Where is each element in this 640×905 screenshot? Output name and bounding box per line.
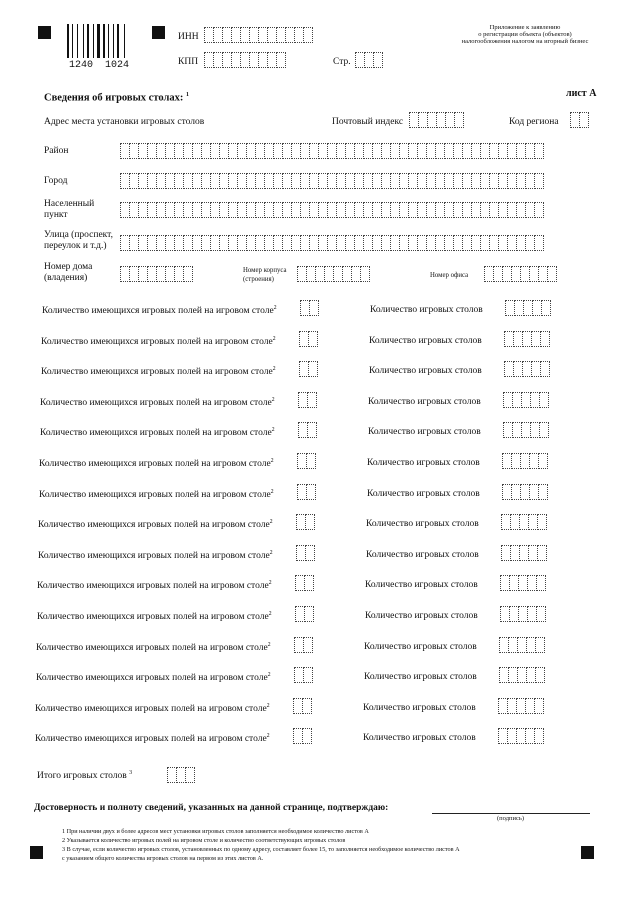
input-cell[interactable] xyxy=(537,545,547,561)
fields-per-table-text: Количество имеющихся игровых полей на игровом столе xyxy=(40,428,272,439)
input-cell[interactable] xyxy=(303,667,313,683)
region-code-field[interactable] xyxy=(570,112,588,128)
fields-per-table-field[interactable] xyxy=(300,300,318,316)
postal-index-field[interactable] xyxy=(409,112,463,128)
input-cell[interactable] xyxy=(534,173,544,189)
fields-per-table-label xyxy=(37,580,272,591)
input-cell[interactable] xyxy=(302,698,312,714)
input-cell[interactable] xyxy=(534,235,544,251)
fields-per-table-field[interactable] xyxy=(294,667,312,683)
locality-field[interactable] xyxy=(120,202,543,218)
fields-per-table-label xyxy=(36,672,271,683)
barcode xyxy=(67,24,129,58)
fields-per-table-footnote: 2 xyxy=(270,458,274,464)
tables-count-label: Количество игровых столов xyxy=(370,305,483,315)
fields-per-table-footnote: 2 xyxy=(272,366,276,373)
input-cell[interactable] xyxy=(539,422,549,438)
locality-label xyxy=(44,199,94,221)
fields-per-table-label xyxy=(35,703,270,714)
barcode-bar xyxy=(113,24,114,58)
input-cell[interactable] xyxy=(360,266,370,282)
tables-count-field[interactable] xyxy=(503,392,548,408)
building-label-line: (строения) xyxy=(243,276,274,283)
tables-count-label: Количество игровых столов xyxy=(367,458,480,468)
fields-per-table-footnote: 2 xyxy=(273,305,277,311)
input-cell[interactable] xyxy=(534,698,544,714)
input-cell[interactable] xyxy=(535,637,545,653)
fields-per-table-field[interactable] xyxy=(298,422,316,438)
fields-per-table-label xyxy=(39,489,274,500)
tables-count-label: Количество игровых столов xyxy=(366,519,479,530)
tables-count-field[interactable] xyxy=(502,453,547,469)
fields-per-table-text: Количество имеющихся игровых полей на игровом столе xyxy=(36,673,268,684)
tables-count-field[interactable] xyxy=(499,667,544,683)
fields-per-table-field[interactable] xyxy=(294,637,312,653)
fields-per-table-field[interactable] xyxy=(297,484,315,500)
confirmation-text: Достоверность и полноту сведений, указанных на данной странице, подтверждаю: xyxy=(34,803,389,813)
corner-marker-top-left xyxy=(38,26,51,39)
input-cell[interactable] xyxy=(534,202,544,218)
tables-count-label: Количество игровых столов xyxy=(364,672,477,683)
fields-per-table-text: Количество имеющихся игровых полей на игровом столе xyxy=(39,489,271,500)
fields-per-table-field[interactable] xyxy=(295,575,313,591)
fields-per-table-field[interactable] xyxy=(299,361,317,377)
footnote: с указанием общего количества игровых столов на первом из этих листов А. xyxy=(62,855,264,862)
tables-count-field[interactable] xyxy=(498,728,543,744)
fields-per-table-text: Количество имеющихся игровых полей на игровом столе xyxy=(35,703,267,714)
house-label xyxy=(44,262,92,284)
fields-per-table-text: Количество имеющихся игровых полей на игровом столе xyxy=(42,306,274,317)
total-tables-field[interactable] xyxy=(167,767,194,783)
tables-count-field[interactable] xyxy=(500,606,545,622)
office-field[interactable] xyxy=(484,266,556,282)
city-label: Город xyxy=(44,176,68,186)
input-cell[interactable] xyxy=(454,112,464,128)
input-cell[interactable] xyxy=(538,484,548,500)
city-field[interactable] xyxy=(120,173,543,189)
fields-per-table-field[interactable] xyxy=(296,545,314,561)
appendix-note xyxy=(440,24,610,45)
section-title-footnote: 1 xyxy=(185,92,189,98)
corner-marker-top-right xyxy=(152,26,165,39)
address-heading: Адрес места установки игровых столов xyxy=(44,117,205,127)
input-cell[interactable] xyxy=(538,453,548,469)
office-label: Номер офиса xyxy=(430,272,469,279)
tables-count-label: Количество игровых столов xyxy=(367,488,480,499)
tables-count-label: Количество игровых столов xyxy=(369,366,482,377)
input-cell[interactable] xyxy=(539,392,549,408)
fields-per-table-footnote: 2 xyxy=(272,335,276,342)
corner-marker-bottom-right xyxy=(581,846,594,859)
fields-per-table-text: Количество имеющихся игровых полей на игровом столе xyxy=(41,367,273,378)
input-cell[interactable] xyxy=(305,545,315,561)
tables-count-field[interactable] xyxy=(502,484,547,500)
input-cell[interactable] xyxy=(308,361,318,377)
fields-per-table-text: Количество имеющихся игровых полей на игровом столе xyxy=(39,459,271,470)
building-label-line: Номер корпуса xyxy=(243,267,287,274)
input-cell[interactable] xyxy=(309,300,319,316)
barcode-bar xyxy=(124,24,125,58)
fields-per-table-label xyxy=(39,458,274,469)
barcode-bar xyxy=(108,24,109,58)
tables-count-label: Количество игровых столов xyxy=(369,335,482,346)
input-cell[interactable] xyxy=(185,767,195,783)
district-label: Район xyxy=(44,146,69,156)
locality-label-line: Населенный xyxy=(44,199,95,209)
fields-per-table-label xyxy=(35,733,270,744)
input-cell[interactable] xyxy=(302,728,312,744)
input-cell[interactable] xyxy=(276,52,286,68)
fields-per-table-field[interactable] xyxy=(297,453,315,469)
input-cell[interactable] xyxy=(540,331,550,347)
sheet-label: лист А xyxy=(566,88,597,99)
tables-count-label: Количество игровых столов xyxy=(368,396,481,407)
tables-count-field[interactable] xyxy=(501,545,546,561)
fields-per-table-field[interactable] xyxy=(298,392,316,408)
barcode-bar xyxy=(77,24,78,58)
fields-per-table-field[interactable] xyxy=(299,331,317,347)
inn-label: ИНН xyxy=(178,32,199,42)
input-cell[interactable] xyxy=(308,331,318,347)
fields-per-table-label xyxy=(41,336,276,347)
appendix-line: Приложение к заявлению xyxy=(489,24,561,31)
kpp-field[interactable] xyxy=(204,52,285,68)
input-cell[interactable] xyxy=(304,606,314,622)
tables-count-label: Количество игровых столов xyxy=(365,580,478,591)
tables-count-field[interactable] xyxy=(504,331,549,347)
tables-count-field[interactable] xyxy=(505,300,550,316)
appendix-line: налогообложения налогом на игорный бизнес xyxy=(461,38,589,45)
input-cell[interactable] xyxy=(304,575,314,591)
fields-per-table-text: Количество имеющихся игровых полей на игровом столе xyxy=(38,520,270,531)
barcode-bar xyxy=(67,24,69,58)
fields-per-table-text: Количество имеющихся игровых полей на игровом столе xyxy=(35,734,267,745)
fields-per-table-label xyxy=(37,611,272,622)
input-cell[interactable] xyxy=(535,667,545,683)
barcode-number: 1240 1024 xyxy=(69,60,130,71)
fields-per-table-footnote: 2 xyxy=(266,733,270,740)
tables-count-field[interactable] xyxy=(501,514,546,530)
fields-per-table-footnote: 2 xyxy=(271,396,275,403)
fields-per-table-footnote: 2 xyxy=(269,519,273,526)
footnote: 2 Указывается количество игровых полей на игровом столе и количество соответствующих игровых столов xyxy=(62,837,346,844)
footnote: 1 При наличии двух и более адресов мест установки игровых столов заполняется необходимое количество листов А xyxy=(62,828,369,835)
barcode-bar xyxy=(87,24,89,58)
input-cell[interactable] xyxy=(306,484,316,500)
region-code-label: Код региона xyxy=(509,117,559,127)
building-field[interactable] xyxy=(297,266,369,282)
total-label-footnote: 3 xyxy=(129,770,133,776)
fields-per-table-footnote: 2 xyxy=(268,580,272,587)
fields-per-table-label xyxy=(40,397,275,408)
tables-count-field[interactable] xyxy=(500,575,545,591)
fields-per-table-field[interactable] xyxy=(296,514,314,530)
fields-per-table-footnote: 2 xyxy=(271,427,275,434)
page-number-field[interactable] xyxy=(355,52,382,68)
input-cell[interactable] xyxy=(303,637,313,653)
building-label xyxy=(243,266,287,284)
district-field[interactable] xyxy=(120,143,543,159)
tables-count-label: Количество игровых столов xyxy=(363,702,476,713)
section-title-text: Сведения об игровых столах: xyxy=(44,92,184,104)
input-cell[interactable] xyxy=(547,266,557,282)
barcode-bar xyxy=(83,24,84,58)
street-label xyxy=(44,230,113,252)
fields-per-table-field[interactable] xyxy=(293,698,311,714)
fields-per-table-text: Количество имеющихся игровых полей на игровом столе xyxy=(36,642,268,653)
fields-per-table-label xyxy=(41,366,276,377)
fields-per-table-label xyxy=(38,519,273,530)
fields-per-table-text: Количество имеющихся игровых полей на игровом столе xyxy=(38,550,270,561)
fields-per-table-field[interactable] xyxy=(295,606,313,622)
fields-per-table-label xyxy=(42,305,277,316)
fields-per-table-text: Количество имеющихся игровых полей на игровом столе xyxy=(37,581,269,592)
tables-count-field[interactable] xyxy=(498,698,543,714)
input-cell[interactable] xyxy=(305,514,315,530)
tables-count-field[interactable] xyxy=(504,361,549,377)
tables-count-field[interactable] xyxy=(499,637,544,653)
barcode-bar xyxy=(93,24,94,58)
input-cell[interactable] xyxy=(537,514,547,530)
fields-per-table-text: Количество имеющихся игровых полей на игровом столе xyxy=(37,612,269,623)
barcode-bar xyxy=(103,24,105,58)
input-cell[interactable] xyxy=(303,27,313,43)
input-cell[interactable] xyxy=(536,575,546,591)
tables-count-label: Количество игровых столов xyxy=(364,641,477,652)
fields-per-table-footnote: 2 xyxy=(268,611,272,617)
tables-count-label: Количество игровых столов xyxy=(366,549,479,560)
input-cell[interactable] xyxy=(306,453,316,469)
input-cell[interactable] xyxy=(579,112,589,128)
input-cell[interactable] xyxy=(534,728,544,744)
input-cell[interactable] xyxy=(541,300,551,316)
tables-count-label: Количество игровых столов xyxy=(363,733,476,744)
input-cell[interactable] xyxy=(183,266,193,282)
kpp-label: КПП xyxy=(178,57,199,67)
input-cell[interactable] xyxy=(307,422,317,438)
fields-per-table-label xyxy=(38,550,273,561)
corner-marker-bottom-left xyxy=(30,846,43,859)
fields-per-table-footnote: 2 xyxy=(269,549,273,556)
street-label-line: переулок и т.д.) xyxy=(44,241,107,251)
street-field[interactable] xyxy=(120,235,543,251)
input-cell[interactable] xyxy=(373,52,383,68)
signature-line xyxy=(432,813,590,814)
fields-per-table-footnote: 2 xyxy=(267,672,271,679)
appendix-line: о регистрации объекта (объектов) xyxy=(478,31,572,38)
barcode-bar xyxy=(117,24,119,58)
fields-per-table-field[interactable] xyxy=(293,728,311,744)
fields-per-table-footnote: 2 xyxy=(267,641,271,648)
house-label-line: Номер дома xyxy=(44,262,93,272)
signature-caption: (подпись) xyxy=(497,815,524,822)
tables-count-label: Количество игровых столов xyxy=(368,427,481,438)
tables-count-field[interactable] xyxy=(503,422,548,438)
locality-label-line: пункт xyxy=(44,210,68,220)
house-label-line: (владения) xyxy=(44,273,88,283)
fields-per-table-label xyxy=(40,427,275,438)
page-label: Стр. xyxy=(333,57,351,67)
footnotes xyxy=(62,827,460,863)
section-title xyxy=(44,92,189,104)
postal-index-label: Почтовый индекс xyxy=(332,117,404,127)
inn-field[interactable] xyxy=(204,27,312,43)
barcode-bar xyxy=(97,24,100,58)
input-cell[interactable] xyxy=(307,392,317,408)
fields-per-table-footnote: 2 xyxy=(266,702,270,709)
house-field[interactable] xyxy=(120,266,192,282)
input-cell[interactable] xyxy=(536,606,546,622)
input-cell[interactable] xyxy=(540,361,550,377)
fields-per-table-text: Количество имеющихся игровых полей на игровом столе xyxy=(40,397,272,408)
fields-per-table-label xyxy=(36,642,271,653)
footnote: 3 В случае, если количество игровых столов, установленных по одному адресу, составляет более 15, то заполняется необходимое количество листов А xyxy=(62,846,460,853)
total-label-text: Итого игровых столов xyxy=(37,771,127,782)
barcode-bar xyxy=(72,24,73,58)
fields-per-table-footnote: 2 xyxy=(270,488,274,495)
total-label xyxy=(37,770,132,781)
input-cell[interactable] xyxy=(534,143,544,159)
fields-per-table-text: Количество имеющихся игровых полей на игровом столе xyxy=(41,336,273,347)
tables-count-label: Количество игровых столов xyxy=(365,611,478,621)
street-label-line: Улица (проспект, xyxy=(44,230,113,240)
